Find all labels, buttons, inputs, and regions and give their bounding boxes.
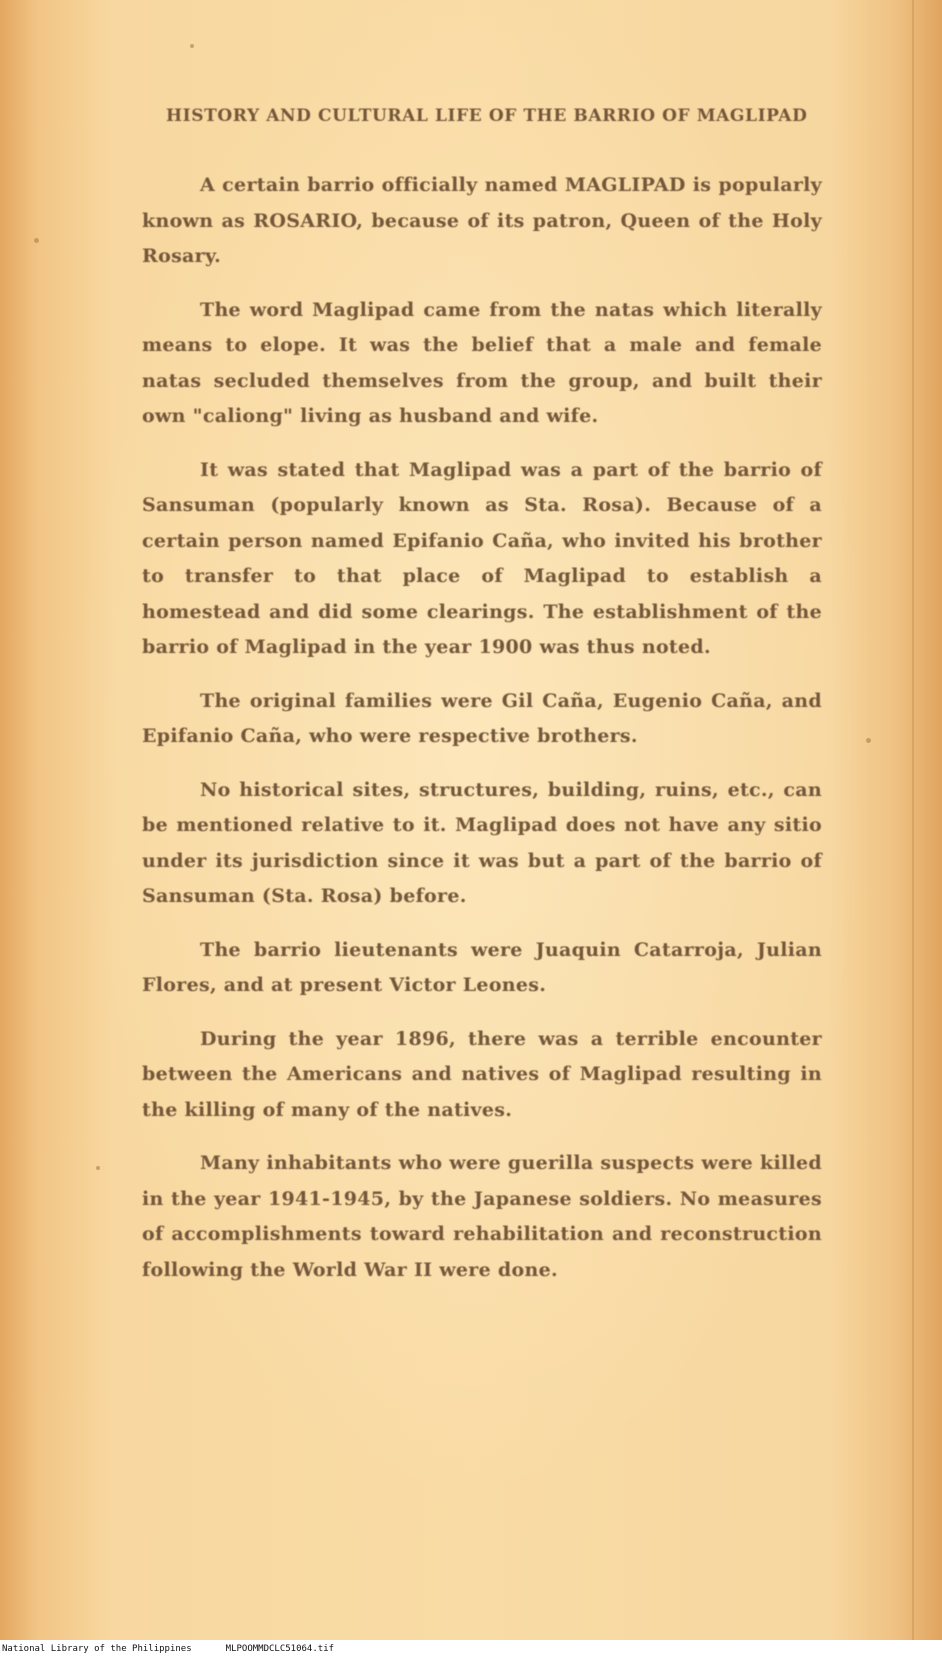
paragraph-encounter: During the year 1896, there was a terrible encounter between the Americans and natives of Maglipad resulting in the killing of many of the natives. — [142, 1027, 822, 1121]
paragraph-word-origin: The word Maglipad came from the natas which literally means to elope. It was the belief that a male and female natas secluded themselves from the group, and built their own "caliong" living as husband and wife. — [142, 298, 822, 427]
paragraph-historical-sites: No historical sites, structures, building, ruins, etc., can be mentioned relative to it. Maglipad does not have any sitio under its jurisdiction since it was but a part of the barrio of Sansuman (Sta. Rosa) before. — [142, 778, 822, 907]
paragraph-barrio-name: A certain barrio officially named MAGLIPAD is popularly known as ROSARIO, because of its patron, Queen of the Holy Rosary. — [142, 174, 822, 267]
ink-spot — [34, 238, 39, 243]
ink-spot — [866, 738, 871, 743]
ink-spot — [190, 44, 194, 48]
file-reference: MLPOOMMDCLC51064.tif — [225, 1644, 335, 1654]
ink-spot — [96, 1166, 100, 1170]
paragraph-war-years: Many inhabitants who were guerilla suspects were killed in the year 1941-1945, by the Japanese soldiers. No measures of accomplishments toward rehabilitation and reconstruction following the World War II were done. — [142, 1152, 822, 1281]
paragraph-lieutenants: The barrio lieutenants were Juaquin Catarroja, Julian Flores, and at present Victor Leones. — [142, 938, 822, 996]
library-credit: National Library of the Philippines — [2, 1644, 192, 1654]
paragraph-founding: It was stated that Maglipad was a part of the barrio of Sansuman (popularly known as Sta. Rosa). Because of a certain person named Epifanio Caña, who invited his brother to transfer to that place of Maglipad to establish a homestead and did some clearings. The establishment of the barrio of Maglipad in the year 1900 was thus noted. — [142, 458, 822, 658]
document-title: HISTORY AND CULTURAL LIFE OF THE BARRIO OF MAGLIPAD — [166, 106, 808, 126]
page-fold-line — [912, 0, 914, 1640]
scan-footer — [0, 1640, 942, 1658]
typed-text-block — [142, 106, 822, 1306]
paragraph-original-families: The original families were Gil Caña, Eugenio Caña, and Epifanio Caña, who were respective brothers. — [142, 689, 822, 747]
